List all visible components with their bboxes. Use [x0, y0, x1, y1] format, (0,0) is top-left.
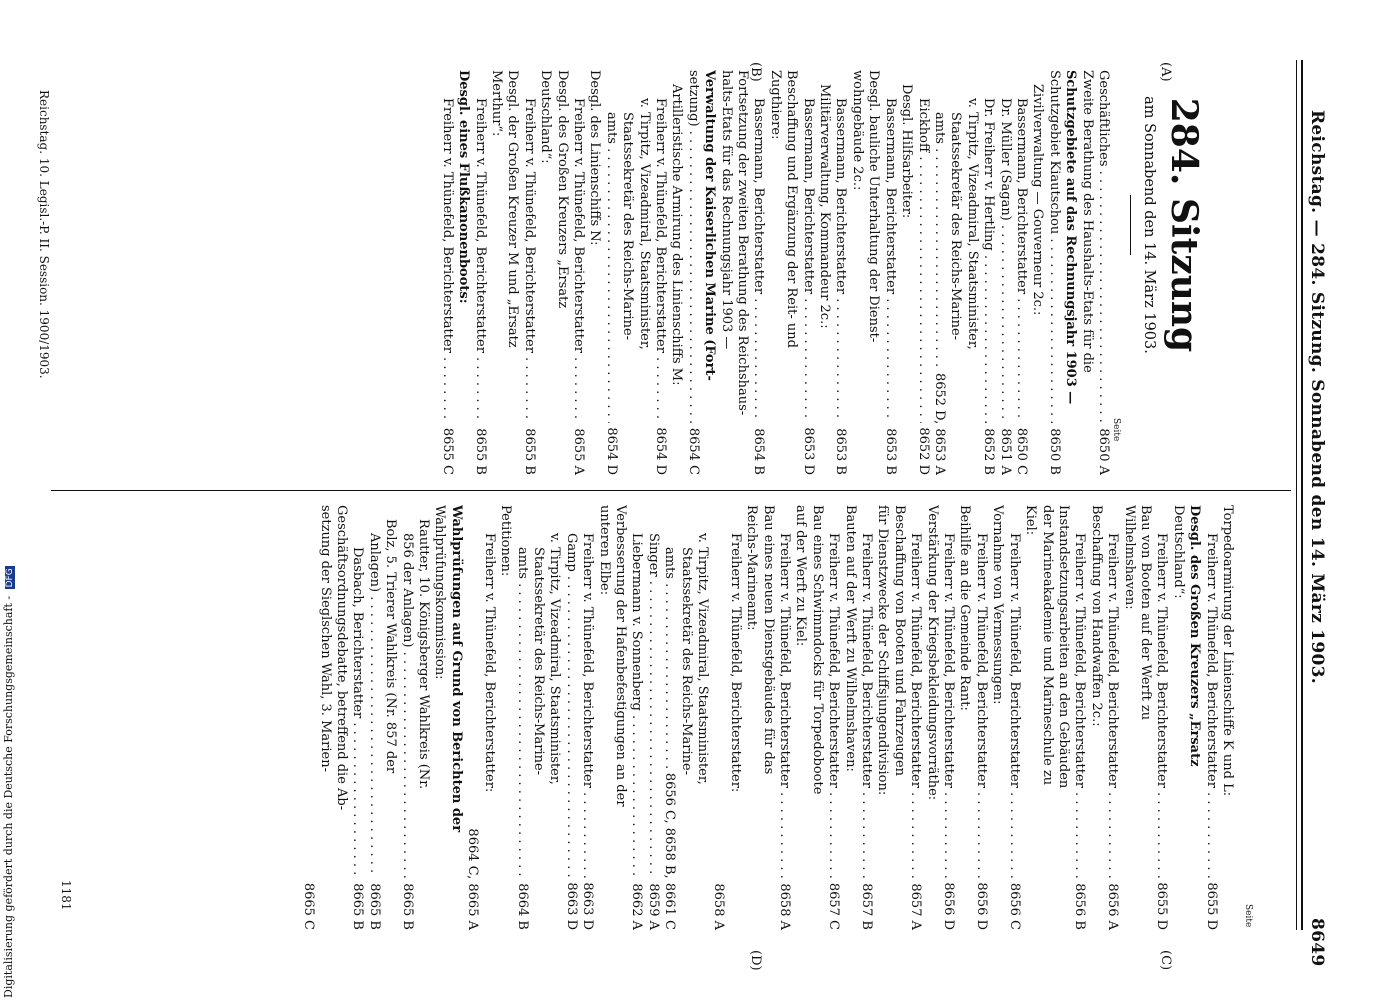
toc-entry	[963, 70, 979, 475]
session-date: am Sonnabend den 14. März 1903.	[1141, 96, 1157, 354]
entry-text: Wahlprüfungskommission:	[432, 505, 448, 680]
toc-entry	[1219, 505, 1235, 930]
entry-page-ref: 8655 B	[472, 428, 488, 475]
entry-text: Eickhoff . . .	[914, 70, 930, 423]
entry-page-ref: 8665 C	[301, 882, 317, 930]
toc-entry	[316, 505, 332, 930]
entry-text: Anlagen) . . .	[365, 505, 381, 878]
entry-text: Bau eines Schwimmdocks für Torpedoboote	[809, 505, 825, 795]
toc-entry	[1062, 70, 1078, 475]
toc-entry	[480, 505, 496, 930]
entry-page-ref: 8654 C	[685, 427, 701, 475]
entry-page-ref: 8656 A	[1105, 883, 1121, 930]
entry-page-ref: 8665 B	[350, 883, 366, 930]
toc-entry	[464, 505, 480, 930]
entry-text: v. Tirpitz, Vizeadmiral, Staatsminister,	[636, 98, 652, 350]
toc-entry	[668, 70, 684, 475]
toc-entry	[710, 505, 726, 930]
entry-page-ref: 8664 B	[514, 883, 530, 930]
toc-entry	[415, 505, 431, 930]
entry-page-ref: 8650 C	[1013, 427, 1029, 475]
toc-entry	[349, 505, 365, 930]
toc-entry	[471, 70, 487, 475]
entry-page-ref: 8665 B	[366, 883, 382, 930]
entry-text: Beschaffung von Handwaffen 2c.:	[1088, 505, 1104, 727]
entry-text: Deutschland“:	[1170, 505, 1186, 599]
toc-entry	[816, 70, 832, 475]
toc-entry	[365, 505, 381, 930]
entry-text: Zugthiere:	[767, 70, 783, 140]
entry-text: amts . . .	[602, 70, 618, 423]
page-number: 8649	[1307, 918, 1327, 967]
entry-text: amts . . .	[513, 505, 529, 878]
entry-page-ref: 8657 B	[859, 883, 875, 930]
entry-text: auf der Werft zu Kiel:	[793, 505, 809, 647]
entry-text: Desgl. des Linienschiffs N:	[587, 70, 603, 246]
entry-text: Freiherr v. Thünefeld, Berichterstatter . . .	[1005, 505, 1021, 878]
toc-entry	[619, 70, 635, 475]
session-title: 284. Sitzung	[1163, 97, 1205, 353]
toc-entry	[488, 70, 504, 475]
toc-entry	[1005, 505, 1021, 930]
toc-entry	[989, 505, 1005, 930]
entry-text: Freiherr v. Thünefeld, Berichterstatter:	[481, 533, 497, 793]
entry-page-ref: 8665 B	[399, 883, 415, 930]
margin-a: (A)	[1158, 62, 1173, 82]
toc-entry	[1095, 70, 1111, 475]
entry-page-ref: 8652 B	[981, 428, 997, 475]
entry-text: Staatssekretär des Reichs-Marine-	[678, 547, 694, 776]
entry-text: Desgl. Hilfsarbeiter:	[899, 84, 915, 219]
toc-entry	[825, 505, 841, 930]
entry-text: 856 der Anlagen) . . .	[398, 505, 414, 878]
entry-text: Freiherr v. Thünefeld, Berichterstatter . . .	[1104, 505, 1120, 878]
toc-entry	[595, 505, 611, 930]
toc-entry	[743, 505, 759, 930]
entry-text: Geschäftsordnungsdebatte, betreffend die Ab-	[334, 505, 350, 811]
entry-page-ref: 8663 D	[563, 882, 579, 930]
entry-text: Zweite Berathung des Haushalts-Etats für die	[1079, 70, 1095, 373]
entry-text: Bau eines neuen Dienstgebäudes für das	[760, 505, 776, 775]
toc-entry	[562, 505, 578, 930]
toc-entry	[1013, 70, 1029, 475]
entry-text: Fortsetzung der zweiten Berathung des Reichshaus-	[735, 70, 751, 416]
entry-page-ref: 8653 B	[882, 428, 898, 475]
entry-text: Freiherr v. Thünefeld, Berichterstatter . . .	[652, 70, 668, 423]
entry-text: Verstärkung der Kriegsbekleidungsvorräthe:	[924, 505, 940, 801]
toc-entry	[602, 70, 618, 475]
entry-text: Desgl. des Großen Kreuzers „Ersatz	[554, 70, 570, 309]
entry-text: v. Tirpitz, Vizeadmiral, Staatsminister,	[695, 533, 710, 785]
toc-entry	[759, 505, 775, 930]
entry-text: Schutzgebiete auf das Rechnungsjahr 1903 —	[1063, 70, 1079, 405]
toc-entry	[1186, 505, 1202, 930]
entry-text: Desgl. des Großen Kreuzers „Ersatz	[1187, 505, 1203, 767]
toc-entry	[684, 70, 700, 475]
toc-entry	[586, 70, 602, 475]
toc-entry	[799, 70, 815, 475]
entry-text: unteren Elbe:	[596, 505, 612, 596]
entry-text: v. Tirpitz, Vizeadmiral, Staatsminister,	[964, 98, 980, 350]
entry-text: v. Tirpitz, Vizeadmiral, Staatsminister,	[547, 533, 563, 785]
entry-text: Desgl. der Großen Kreuzer M und „Ersatz	[505, 70, 521, 348]
entry-text: Torpedoarmirung der Linienschiffe K und L:	[1220, 505, 1235, 797]
toc-entry	[808, 505, 824, 930]
toc-entry	[628, 505, 644, 930]
entry-page-ref: 8658 A	[777, 883, 793, 930]
toc-entry	[734, 70, 750, 475]
entry-page-ref: 8654 B	[751, 428, 767, 475]
toc-entry	[694, 505, 710, 930]
margin-c: (C)	[1158, 950, 1173, 971]
toc-entry	[431, 505, 447, 930]
toc-entry	[1169, 505, 1185, 930]
entry-text: Wahlprüfungen auf Grund von Berichten der	[448, 505, 464, 833]
entry-text: Freiherr v. Thünefeld, Berichterstatter . . .	[1202, 505, 1218, 878]
entry-text: Dr. Freiherr v. Hertling . . .	[980, 70, 996, 423]
entry-page-ref: 8654 D	[653, 427, 669, 475]
entry-text: Bau von Booten auf der Werft zu	[1137, 505, 1153, 721]
toc-entry	[455, 70, 471, 475]
entry-text: Militärverwaltung, Kommandeur 2c.:	[817, 84, 833, 329]
entry-text: Singer . . .	[644, 505, 660, 878]
entry-text: Freiherr v. Thünefeld, Berichterstatter . . .	[1153, 505, 1169, 878]
title-rule	[1130, 195, 1131, 255]
column-divider	[51, 490, 1291, 491]
entry-text: halts-Etats für das Rechnungsjahr 1903 —	[718, 70, 734, 350]
entry-text: Liebermann v. Sonnenberg . . .	[628, 505, 644, 878]
entry-text: setzung der Sieglschen Wahl, 3. Marien-	[317, 505, 333, 772]
toc-entry	[530, 505, 546, 930]
right-column	[300, 505, 1235, 930]
entry-page-ref: 8653 B	[833, 428, 849, 475]
toc-entry	[513, 505, 529, 930]
entry-page-ref: 8652 D	[915, 427, 931, 475]
entry-page-ref: 8652 D, 8653 A	[931, 372, 947, 475]
entry-text: Rautter, 10. Königsberger Wahlkreis (Nr.	[416, 519, 432, 790]
entry-page-ref: 8650 B	[1046, 428, 1062, 475]
entry-page-ref: 8655 C	[439, 427, 455, 475]
entry-page-ref: 8656 D	[973, 882, 989, 930]
entry-text: Bassermann, Berichterstatter . . .	[832, 70, 848, 423]
entry-text: Zivilverwaltung — Gouverneur 2c.:	[1030, 84, 1046, 316]
entry-text: Instandsetzungsarbeiten an den Gebäuden	[1055, 505, 1071, 789]
entry-page-ref: 8663 D	[580, 882, 596, 930]
toc-entry	[398, 505, 414, 930]
toc-entry	[931, 70, 947, 475]
entry-text: Desgl. eines Flußkanonenboots:	[456, 70, 472, 304]
entry-text: Freiherr v. Thünefeld, Berichterstatter . . .	[776, 505, 792, 878]
toc-entry	[980, 70, 996, 475]
toc-entry	[1104, 505, 1120, 930]
entry-page-ref: 8656 B	[1072, 883, 1088, 930]
entry-text: Bauten auf der Werft zu Wilhelmshaven:	[842, 505, 858, 772]
entry-text: Freiherr v. Thünefeld, Berichterstatter . . .	[940, 505, 956, 878]
toc-entry	[766, 70, 782, 475]
toc-entry	[956, 505, 972, 930]
footer-legislature: Reichstag. 10. Legisl.-P. II. Session. 1900/1903.	[37, 90, 51, 379]
toc-entry	[832, 70, 848, 475]
toc-entry	[858, 505, 874, 930]
toc-entry	[996, 70, 1012, 475]
entry-text: Bolz, 5. Trierer Wahlkreis (Nr. 857 der	[383, 519, 399, 774]
toc-entry	[1045, 70, 1061, 475]
toc-entry	[644, 505, 660, 930]
toc-entry	[612, 505, 628, 930]
entry-text: Freiherr v. Thünefeld, Berichterstatter . . .	[570, 70, 586, 423]
toc-entry	[940, 505, 956, 930]
toc-entry	[1022, 505, 1038, 930]
toc-entry	[890, 505, 906, 930]
dfg-logo: DFG	[5, 568, 15, 588]
toc-entry	[792, 505, 808, 930]
toc-entry	[973, 505, 989, 930]
margin-b: (B)	[748, 62, 763, 82]
entry-text: Bassermann, Berichterstatter . . .	[881, 70, 897, 423]
toc-entry	[874, 505, 890, 930]
margin-d: (D)	[748, 950, 763, 971]
entry-text: Bassermann, Berichterstatter . . .	[750, 70, 766, 423]
entry-text: amts . . .	[931, 70, 947, 369]
toc-entry	[898, 70, 914, 475]
entry-text: Staatssekretär des Reichs-Marine-	[530, 547, 546, 776]
toc-entry	[1029, 70, 1045, 475]
entry-page-ref: 8657 C	[826, 882, 842, 930]
entry-text: Freiherr v. Thünefeld, Berichterstatter . . .	[907, 505, 923, 878]
entry-text: Gamp . . .	[562, 505, 578, 878]
toc-entry	[553, 70, 569, 475]
entry-text: Staatssekretär des Reichs-Marine-	[620, 112, 636, 341]
entry-page-ref: 8659 A	[645, 883, 661, 930]
toc-entry	[776, 505, 792, 930]
toc-entry	[333, 505, 349, 930]
entry-text: Merthur“:	[488, 70, 504, 137]
toc-entry	[652, 70, 668, 475]
entry-text: Bassermann, Berichterstatter . . .	[1013, 70, 1029, 423]
running-header: Reichstag. — 284. Sitzung. Sonnabend den 14. März 1903.	[1307, 110, 1327, 684]
entry-page-ref: 8655 D	[1203, 882, 1219, 930]
entry-page-ref: 8653 D	[800, 427, 816, 475]
toc-entry	[783, 70, 799, 475]
toc-entry	[677, 505, 693, 930]
toc-entry	[537, 70, 553, 475]
entry-text: Freiherr v. Thünefeld, Berichterstatter:	[727, 533, 743, 793]
seite-label-left: Seite	[1111, 418, 1121, 442]
entry-text: für Dienstzwecke der Schiffsjungendivision:	[875, 505, 891, 796]
entry-text: Reichs-Marineamt:	[744, 505, 760, 631]
entry-page-ref: 8655 D	[1154, 882, 1170, 930]
entry-text: Freiherr v. Thünefeld, Berichterstatter . . .	[471, 70, 487, 423]
digitization-note	[2, 566, 15, 998]
entry-text: Vornahme von Vermessungen:	[990, 505, 1006, 705]
toc-entry	[1038, 505, 1054, 930]
toc-entry	[947, 70, 963, 475]
toc-entry	[1087, 505, 1103, 930]
entry-page-ref: 8656 C, 8658 B, 8661 C	[662, 772, 678, 930]
entry-text: Freiherr v. Thünefeld, Berichterstatter . . .	[579, 505, 595, 878]
toc-entry	[1137, 505, 1153, 930]
toc-entry	[750, 70, 766, 475]
toc-entry	[914, 70, 930, 475]
toc-entry	[300, 505, 316, 930]
toc-entry	[1071, 505, 1087, 930]
entry-text: Freiherr v. Thünefeld, Berichterstatter . . .	[520, 70, 536, 423]
entry-text: Bassermann, Berichterstatter . . .	[799, 70, 815, 423]
toc-entry	[635, 70, 651, 475]
toc-entry	[382, 505, 398, 930]
seite-label-right: Seite	[1243, 904, 1253, 928]
toc-entry	[923, 505, 939, 930]
header-rule	[1301, 60, 1303, 930]
entry-text: Dr. Müller (Sagan) . . .	[996, 70, 1012, 423]
entry-page-ref: 8656 D	[941, 882, 957, 930]
toc-entry	[661, 505, 677, 930]
entry-text: Staatssekretär des Reichs-Marine-	[948, 112, 964, 341]
entry-text: Artilleristische Armirung des Linienschiffs M:	[669, 84, 685, 386]
toc-entry	[570, 70, 586, 475]
entry-text: Verwaltung der Kaiserlichen Marine (Fort-	[702, 70, 718, 381]
entry-text: Beschaffung von Booten und Fahrzeugen	[891, 505, 907, 777]
entry-text: Freiherr v. Thünefeld, Berichterstatter . . .	[858, 505, 874, 878]
toc-entry	[504, 70, 520, 475]
entry-page-ref: 8655 A	[571, 428, 586, 475]
entry-page-ref: 8664 C, 8665 A	[465, 828, 481, 930]
header-rule-thin	[1296, 60, 1297, 930]
toc-entry	[717, 70, 733, 475]
toc-entry	[1202, 505, 1218, 930]
entry-page-ref: 8658 A	[711, 883, 727, 930]
entry-text: Dasbach, Berichterstatter . . .	[349, 505, 365, 878]
entry-page-ref: 8656 C	[1006, 882, 1022, 930]
toc-entry	[1153, 505, 1169, 930]
entry-text: der Marineakademie und Marineschule zu	[1039, 505, 1055, 786]
toc-entry	[865, 70, 881, 475]
entry-text: Freiherr v. Thünefeld, Berichterstatter . . .	[1071, 505, 1087, 878]
toc-entry	[907, 505, 923, 930]
toc-entry	[520, 70, 536, 475]
page-count: 1181	[59, 880, 73, 911]
entry-text: Deutschland“:	[538, 70, 554, 164]
entry-text: setzung) . . .	[684, 70, 700, 423]
entry-page-ref: 8654 D	[603, 427, 619, 475]
entry-page-ref: 8657 A	[908, 883, 924, 930]
entry-page-ref: 8650 A	[1096, 428, 1111, 475]
toc-entry	[579, 505, 595, 930]
toc-entry	[849, 70, 865, 475]
left-column	[438, 70, 1111, 475]
entry-text: Freiherr v. Thünefeld, Berichterstatter . . .	[825, 505, 841, 878]
entry-text: Desgl. bauliche Unterhaltung der Dienst-	[866, 70, 882, 343]
entry-text: Kiel:	[1023, 505, 1039, 536]
entry-text: wohngebäude 2c.:	[849, 70, 865, 191]
entry-text: Beschaffung und Ergänzung der Reit- und	[784, 70, 800, 348]
entry-text: Wilhelmshaven:	[1121, 505, 1137, 610]
toc-entry	[726, 505, 742, 930]
toc-entry	[438, 70, 454, 475]
entry-text: Schutzgebiet Kiautschou . . .	[1045, 70, 1061, 423]
toc-entry	[497, 505, 513, 930]
toc-entry	[448, 505, 464, 930]
entry-text: Verbesserung der Hafenbefestigungen an der	[612, 505, 628, 807]
entry-text: amts . . .	[661, 505, 677, 769]
toc-entry	[881, 70, 897, 475]
entry-text: Geschäftliches . . .	[1095, 70, 1111, 423]
toc-entry	[1078, 70, 1094, 475]
toc-entry	[546, 505, 562, 930]
entry-text: Petitionen:	[498, 505, 514, 577]
entry-page-ref: 8662 A	[629, 883, 645, 930]
entry-page-ref: 8651 A	[997, 428, 1013, 475]
toc-entry	[1055, 505, 1071, 930]
entry-text: Freiherr v. Thünefeld, Berichterstatter . . .	[973, 505, 989, 878]
toc-entry	[1120, 505, 1136, 930]
entry-text: Beihilfe an die Gemeinde Rant:	[957, 505, 973, 711]
entry-page-ref: 8655 B	[521, 428, 537, 475]
toc-entry	[701, 70, 717, 475]
entry-text: Freiherr v. Thünefeld, Berichterstatter . . .	[438, 70, 454, 423]
toc-entry	[841, 505, 857, 930]
digitization-text: Digitalisierung gefördert durch die Deutsche Forschungsgemeinschaft -	[2, 595, 15, 998]
